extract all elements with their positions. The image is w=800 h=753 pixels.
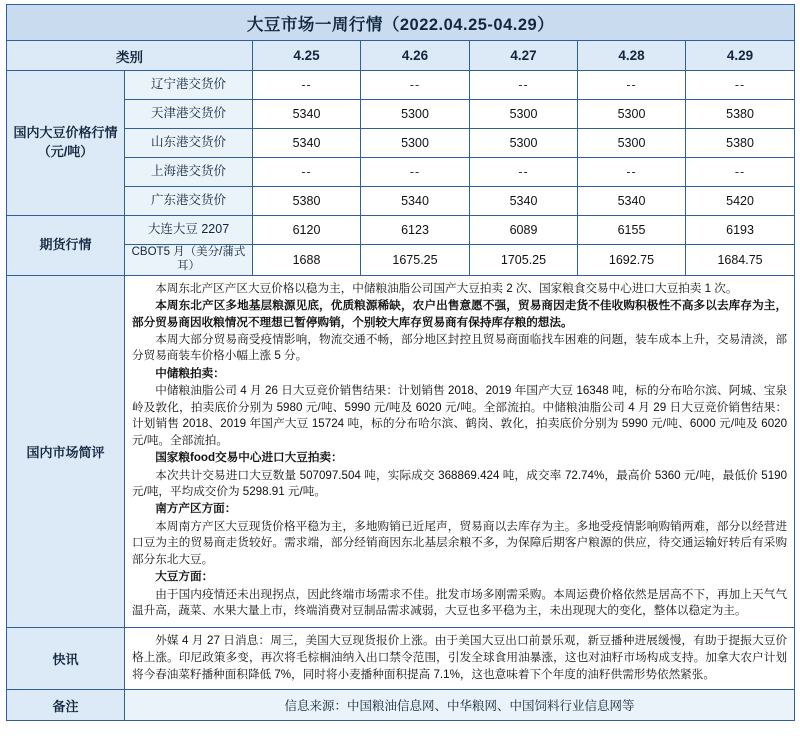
row-label-cbot-may: CBOT5 月（美分/蒲式耳） [125, 245, 253, 276]
table-row [7, 158, 795, 187]
row-label-dalian-2207: 大连大豆 2207 [125, 216, 253, 245]
date-header-3: 4.27 [470, 41, 578, 71]
cell-tianjin-429: 5380 [686, 100, 795, 129]
cell-guangdong-425: 5380 [253, 187, 361, 216]
cell-liaoning-429: -- [686, 71, 795, 100]
row-label-shanghai: 上海港交货价 [125, 158, 253, 187]
commentary-row [7, 275, 795, 627]
cell-shanghai-429: -- [686, 158, 795, 187]
group-label-domestic-prices: 国内大豆价格行情（元/吨） [7, 71, 125, 216]
table-row [7, 71, 795, 100]
news-body [125, 627, 795, 690]
cell-dalian-425: 6120 [253, 216, 361, 245]
table-row [7, 245, 795, 276]
cell-tianjin-428: 5300 [578, 100, 686, 129]
commentary-paragraph: 本周东北产区产区大豆价格以稳为主，中储粮油脂公司国产大豆拍卖 2 次、国家粮食交易中心进口大豆拍卖 1 次。 [155, 281, 738, 295]
commentary-paragraph: 本周大部分贸易商受疫情影响，物流交通不畅，部分地区封控且贸易商面临找车困难的问题，装车成本上升，交易清淡，部分贸易商装车价格小幅上涨 5 分。 [132, 332, 788, 363]
cell-cbot-425: 1688 [253, 245, 361, 276]
cell-liaoning-428: -- [578, 71, 686, 100]
cell-guangdong-427: 5340 [470, 187, 578, 216]
date-header-4: 4.28 [578, 41, 686, 71]
page-title: 大豆市场一周行情（2022.04.25-04.29） [7, 5, 795, 41]
commentary-paragraph: 大豆方面： [155, 570, 214, 584]
commentary-paragraph: 中储粮油脂公司 4 月 26 日大豆竞价销售结果：计划销售 2018、2019 年国产大豆 16348 吨，标的分布哈尔滨、阿城、宝泉岭及敦化，拍卖底价分别为 5980 元/吨、5990 元/吨及 6020 元/吨。全部流拍。中储粮油脂公司 4 月 29 日大豆竞价销售结果：计划销售 2018、2019 年国产大豆 15724 吨，标的分布哈尔滨、鹤岗、敦化，拍卖底价分别为 5990 元/吨、6000 元/吨及 6020 元/吨。全部流拍。 [132, 384, 788, 447]
table-row [7, 100, 795, 129]
cell-cbot-428: 1692.75 [578, 245, 686, 276]
cell-shandong-425: 5340 [253, 129, 361, 158]
table-row [7, 216, 795, 245]
cell-dalian-429: 6193 [686, 216, 795, 245]
news-row [7, 627, 795, 690]
footer-row [7, 690, 795, 721]
date-header-2: 4.26 [361, 41, 470, 71]
commentary-paragraph: 由于国内疫情还未出现拐点，因此终端市场需求不佳。批发市场多刚需采购。本周运费价格依然是居高不下，再加上天气气温升高，蔬菜、水果大量上市，终端消费对豆制品需求减弱，大豆也多平稳为主，未出现现大的变化，整体以稳定为主。 [132, 587, 788, 618]
commentary-body [125, 275, 795, 627]
cell-shandong-429: 5380 [686, 129, 795, 158]
commentary-paragraph: 本周南方产区大豆现货价格平稳为主，多地购销已近尾声，贸易商以去库存为主。多地受疫情影响购销两难，部分以经营进口豆为主的贸易商走货较好。需求端，部分经销商因东北基层余粮不多，为保障后期客户粮源的供应，待交通运输好转后有采购部分东北大豆。 [132, 519, 788, 566]
soybean-weekly-table [6, 4, 795, 721]
table-row [7, 187, 795, 216]
cell-guangdong-426: 5340 [361, 187, 470, 216]
header-row [7, 41, 795, 71]
cell-liaoning-425: -- [253, 71, 361, 100]
footer-source: 信息来源：中国粮油信息网、中华粮网、中国饲料行业信息网等 [125, 690, 795, 721]
news-paragraph: 外媒 4 月 27 日消息：周三，美国大豆现货报价上涨。由于美国大豆出口前景乐观，新豆播种进展缓慢，有助于提振大豆价格上涨。印尼政策多变，再次将毛棕榈油纳入出口禁令范围，引发全球食用油暴涨，这也对油籽市场构成支持。加拿大农户计划将今春油菜籽播种面积降低 7%，同时将小麦播种面积提高 7.1%，这也意味着下个年度的油籽供需形势依然紧张。 [132, 633, 788, 681]
news-label: 快讯 [7, 627, 125, 690]
cell-shanghai-425: -- [253, 158, 361, 187]
cell-dalian-426: 6123 [361, 216, 470, 245]
cell-cbot-426: 1675.25 [361, 245, 470, 276]
row-label-guangdong: 广东港交货价 [125, 187, 253, 216]
group-label-futures: 期货行情 [7, 216, 125, 276]
cell-cbot-427: 1705.25 [470, 245, 578, 276]
cell-guangdong-428: 5340 [578, 187, 686, 216]
commentary-paragraph: 中储粮拍卖： [155, 366, 225, 380]
cell-shandong-427: 5300 [470, 129, 578, 158]
cell-guangdong-429: 5420 [686, 187, 795, 216]
footer-label: 备注 [7, 690, 125, 721]
row-label-tianjin: 天津港交货价 [125, 100, 253, 129]
cell-dalian-428: 6155 [578, 216, 686, 245]
commentary-label: 国内市场简评 [7, 275, 125, 627]
cell-shandong-426: 5300 [361, 129, 470, 158]
commentary-paragraph: 本周东北产区多地基层粮源见底，优质粮源稀缺，农户出售意愿不强，贸易商因走货不佳收购积极性不高多以去库存为主，部分贸易商因收粮情况不理想已暂停购销，个别较大库存贸易商有保持库存粮的想法。 [132, 299, 788, 329]
date-header-5: 4.29 [686, 41, 795, 71]
cell-shanghai-426: -- [361, 158, 470, 187]
row-label-shandong: 山东港交货价 [125, 129, 253, 158]
row-label-liaoning: 辽宁港交货价 [125, 71, 253, 100]
cell-tianjin-427: 5300 [470, 100, 578, 129]
cell-tianjin-426: 5300 [361, 100, 470, 129]
cell-tianjin-425: 5340 [253, 100, 361, 129]
cell-shandong-428: 5300 [578, 129, 686, 158]
commentary-paragraph: 国家粮food交易中心进口大豆拍卖： [155, 451, 343, 465]
cell-liaoning-427: -- [470, 71, 578, 100]
cell-cbot-429: 1684.75 [686, 245, 795, 276]
commentary-paragraph: 南方产区方面： [155, 502, 237, 516]
cell-dalian-427: 6089 [470, 216, 578, 245]
category-header: 类别 [7, 41, 253, 71]
commentary-paragraph: 本次共计交易进口大豆数量 507097.504 吨，实际成交 368869.424 吨，成交率 72.74%，最高价 5360 元/吨，最低价 5190 元/吨，平均成交价为 5298.91 元/吨。 [132, 468, 788, 499]
cell-shanghai-427: -- [470, 158, 578, 187]
cell-liaoning-426: -- [361, 71, 470, 100]
date-header-1: 4.25 [253, 41, 361, 71]
title-row [7, 5, 795, 41]
cell-shanghai-428: -- [578, 158, 686, 187]
table-row [7, 129, 795, 158]
